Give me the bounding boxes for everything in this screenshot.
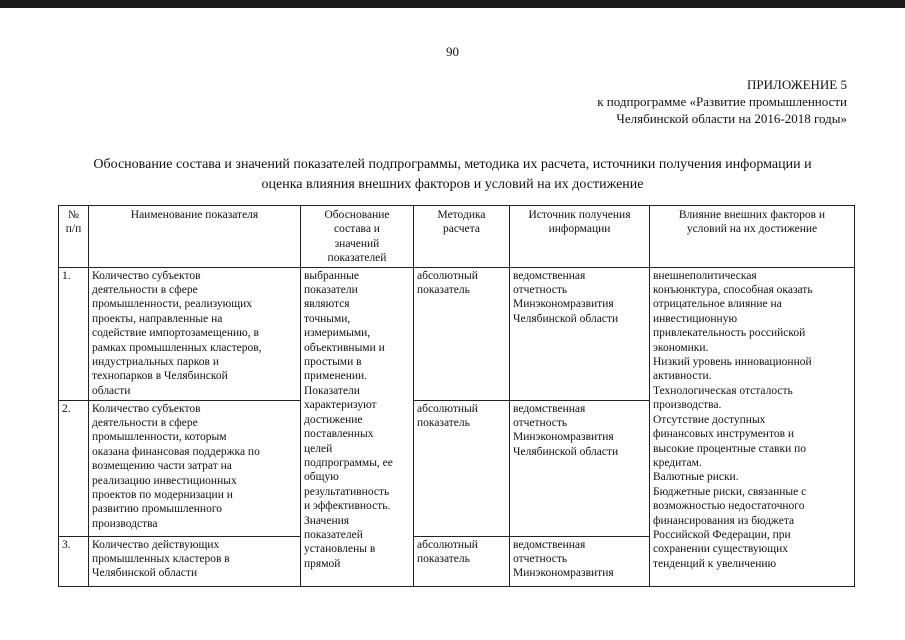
- appendix-line-3: Челябинской области на 2016-2018 годы»: [616, 111, 847, 126]
- influence-cell: внешнеполитическая конъюнктура, способная оказать отрицательное влияние на инвестиционную привлекательность российской экономики. Низкий уровень инновационной активности. Технологическая отсталость производства. Отсутствие доступных финансовых инструментов и высокие процентные ставки по кредитам. Валютные риски. Бюджетные риски, связанные с возможностью недостаточного финансирования из бюджета Российской Федерации, при сохранении существующих тенденций к увеличению: [650, 267, 855, 586]
- indicator-name: Количество субъектов деятельности в сфере промышленности, реализующих проекты, направленные на содействие импортозамещению, в рамках промышленных кластеров, индустриальных парков и технопарков в Челябинской области: [89, 267, 301, 400]
- basis-cell: выбранные показатели являются точными, измеримыми, объективными и простыми в применении. Показатели характеризуют достижение поставленных целей подпрограммы, ее общую результативность и эффективность. Значения показателей установлены в прямой: [301, 267, 414, 586]
- row-number: 3.: [59, 536, 89, 586]
- source-cell: ведомственная отчетность Минэкономразвития: [510, 536, 650, 586]
- scan-top-border: [0, 0, 905, 8]
- header-source: Источник получения информации: [510, 206, 650, 268]
- table-row: [59, 267, 855, 400]
- heading-line-2: оценка влияния внешних факторов и условий на их достижение: [261, 177, 644, 192]
- source-cell: ведомственная отчетность Минэкономразвития Челябинской области: [510, 400, 650, 536]
- row-number: 2.: [59, 400, 89, 536]
- method-cell: абсолютный показатель: [414, 400, 510, 536]
- method-cell: абсолютный показатель: [414, 536, 510, 586]
- method-cell: абсолютный показатель: [414, 267, 510, 400]
- appendix-line-2: к подпрограмме «Развитие промышленности: [597, 94, 847, 109]
- appendix-block: [597, 76, 847, 127]
- indicator-name: Количество субъектов деятельности в сфере промышленности, которым оказана финансовая поддержка по возмещению части затрат на реализацию инвестиционных проектов по модернизации и развитию промышленного производства: [89, 400, 301, 536]
- header-influence: Влияние внешних факторов и условий на их достижение: [650, 206, 855, 268]
- header-num: № п/п: [59, 206, 89, 268]
- header-name: Наименование показателя: [89, 206, 301, 268]
- indicators-table: [58, 205, 855, 587]
- row-number: 1.: [59, 267, 89, 400]
- indicator-name: Количество действующих промышленных кластеров в Челябинской области: [89, 536, 301, 586]
- appendix-title: ПРИЛОЖЕНИЕ 5: [747, 77, 847, 92]
- table-header-row: [59, 206, 855, 268]
- header-basis: Обоснование состава и значений показателей: [301, 206, 414, 268]
- header-method: Методика расчета: [414, 206, 510, 268]
- heading-line-1: Обоснование состава и значений показателей подпрограммы, методика их расчета, источники получения информации и: [93, 157, 812, 172]
- source-cell: ведомственная отчетность Минэкономразвития Челябинской области: [510, 267, 650, 400]
- page-number: 90: [446, 44, 459, 59]
- document-heading: [40, 155, 865, 195]
